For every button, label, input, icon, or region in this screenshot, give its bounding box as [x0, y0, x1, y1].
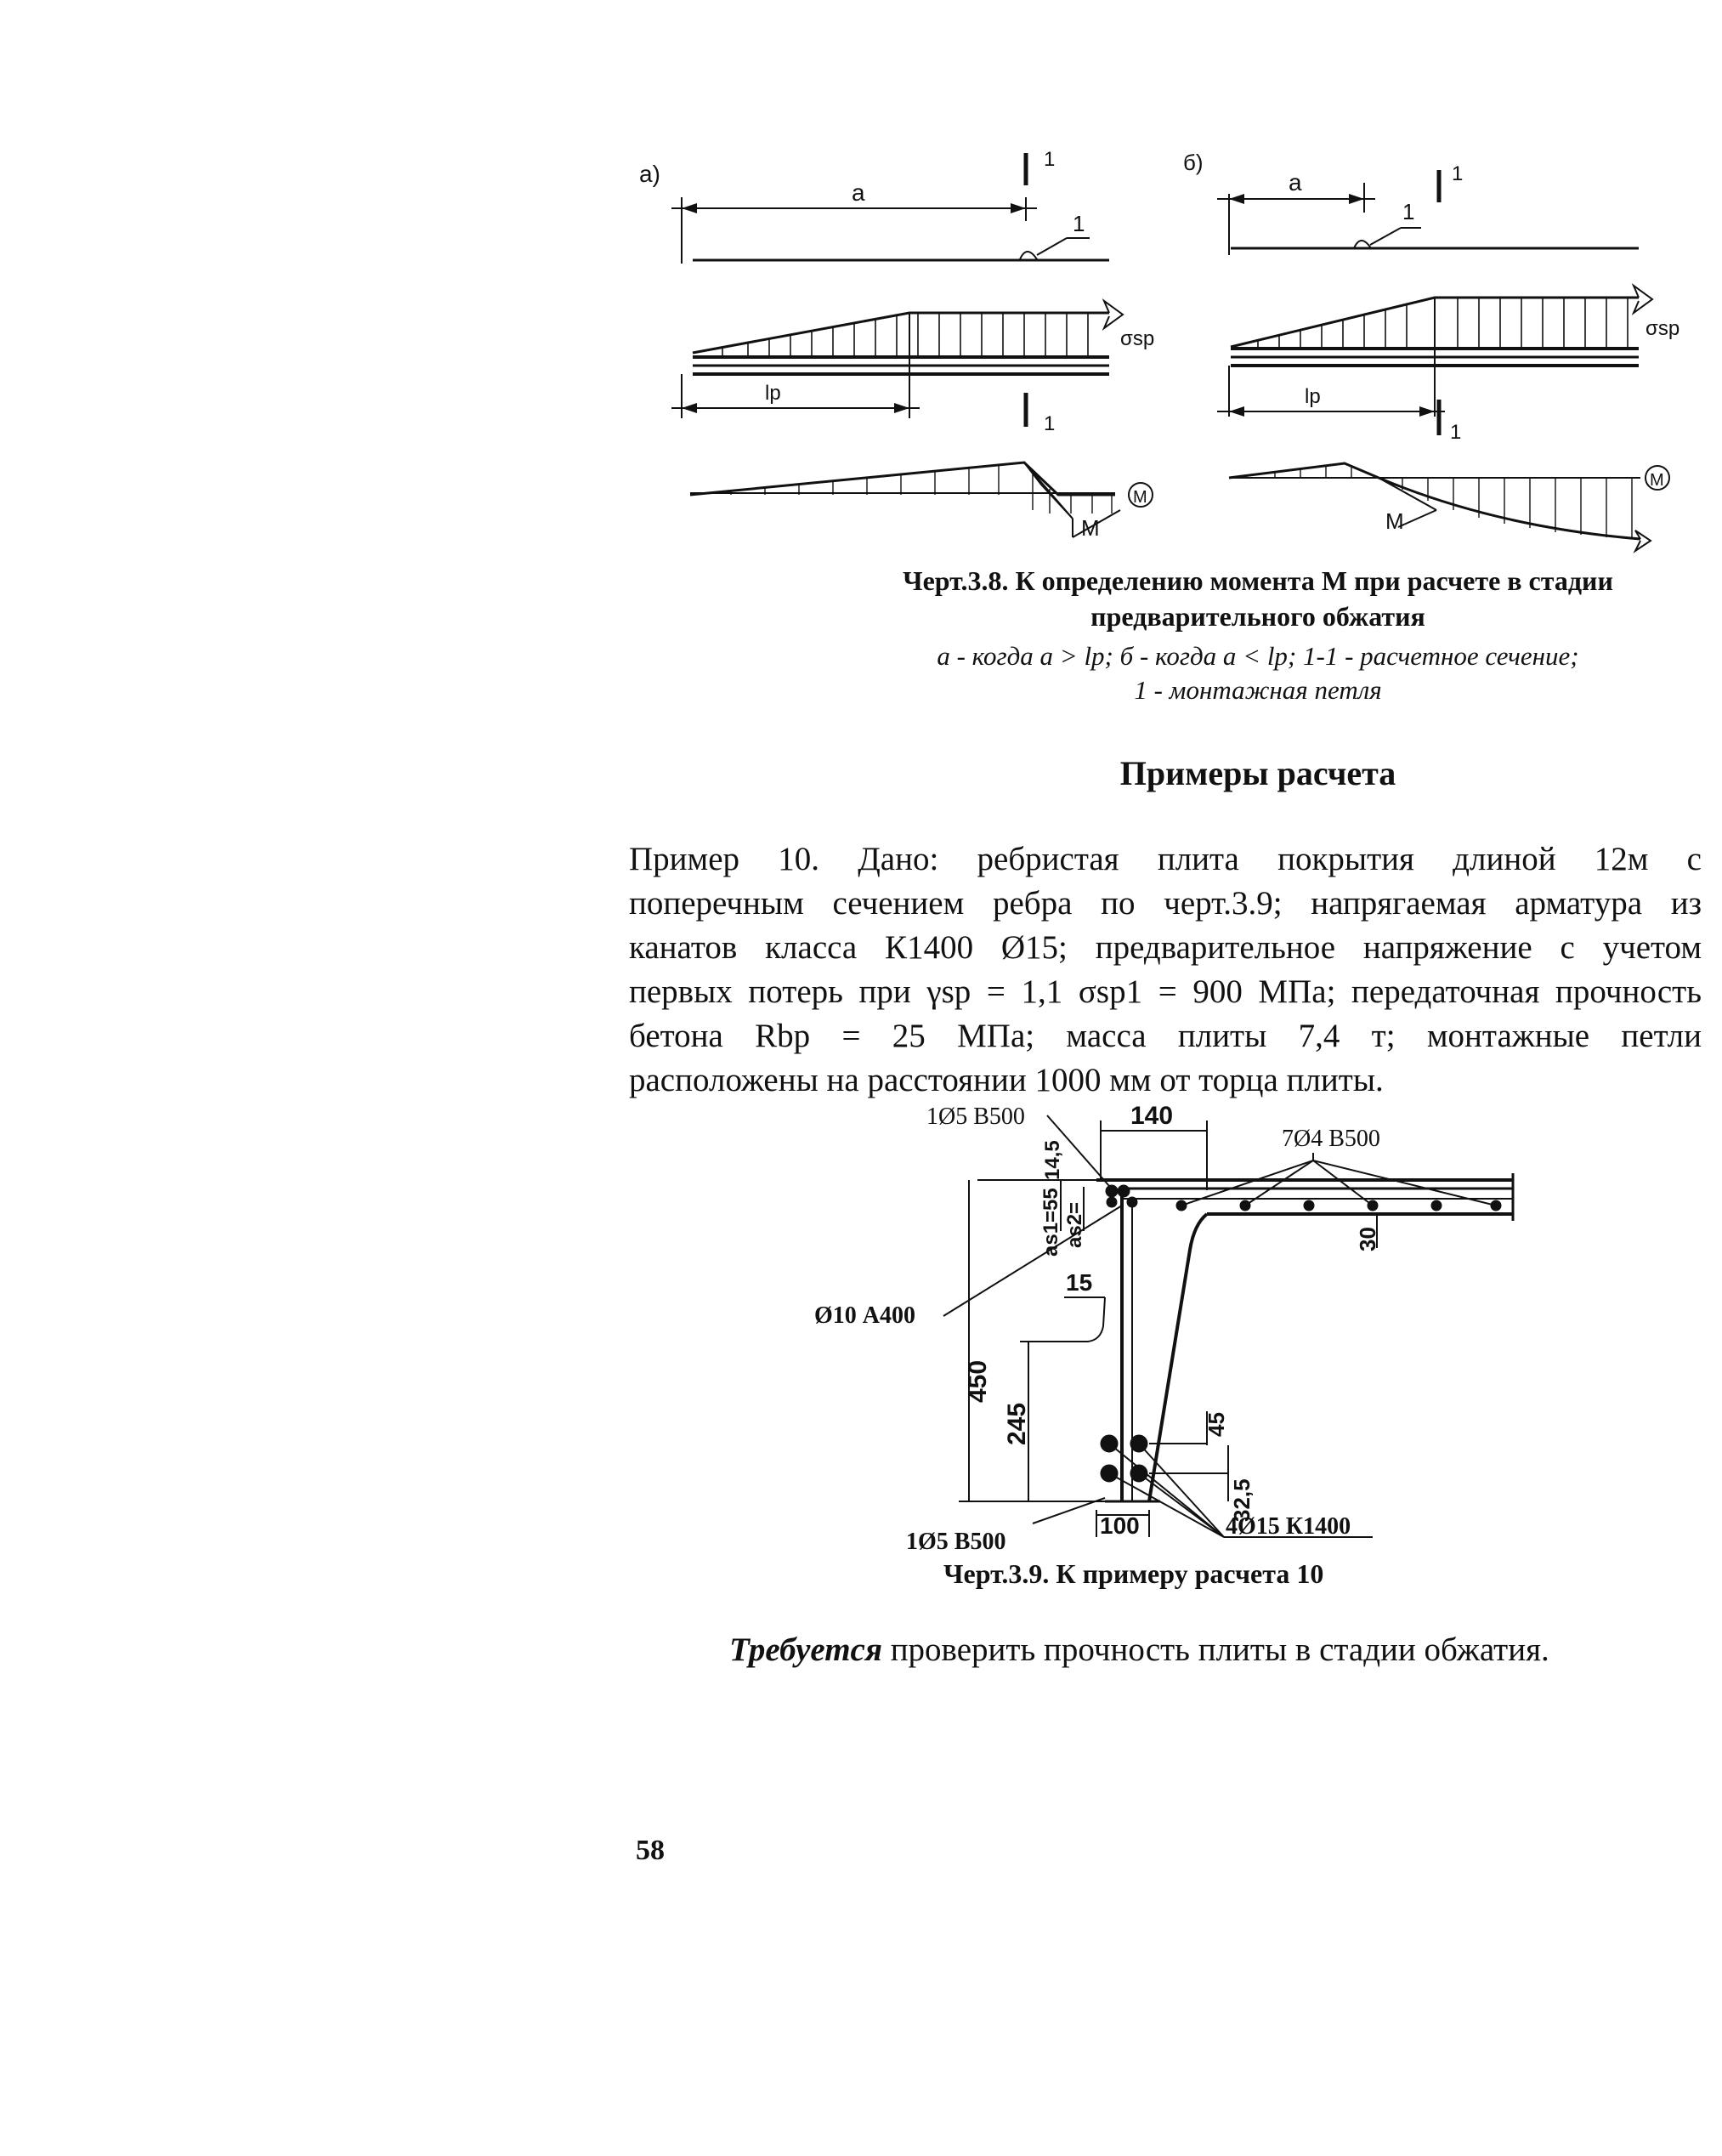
panel-b-label: б)	[1183, 150, 1204, 175]
fig38-caption-sub1: а - когда а > lp; б - когда а < lp; 1-1 - расчетное сечение;	[937, 641, 1579, 671]
section-mark-top-a: 1	[1044, 148, 1056, 171]
dim-14-5: 14,5	[1041, 1140, 1064, 1180]
dim-lp-label-b: lp	[1305, 385, 1321, 408]
moment-label-b: M	[1385, 508, 1404, 534]
dim-140: 140	[1130, 1102, 1174, 1130]
dim-450: 450	[964, 1359, 992, 1403]
label-4-15-k1400: 4Ø15 К1400	[1226, 1513, 1351, 1540]
requirement-line	[729, 1631, 1549, 1669]
fig38-caption-line1: Черт.3.8. К определению момента М при расчете в стадии	[903, 565, 1613, 596]
dim-a-label-b: a	[1289, 169, 1302, 196]
loop-label-a: 1	[1073, 211, 1085, 236]
fig38-caption-sub2: 1 - монтажная петля	[1134, 675, 1382, 705]
label-7-4-b500: 7Ø4 В500	[1282, 1126, 1380, 1152]
sigma-sp-label-a: σsp	[1120, 327, 1155, 350]
paragraph-line-6: расположены на расстоянии 1000 мм от торца плиты.	[629, 1062, 1384, 1098]
dim-45: 45	[1204, 1412, 1229, 1437]
panel-a-label: а)	[639, 161, 660, 187]
label-1-5-b500-top: 1Ø5 В500	[926, 1104, 1025, 1130]
dim-32-5: 32,5	[1229, 1478, 1255, 1522]
dim-15: 15	[1066, 1269, 1093, 1296]
loop-label-b: 1	[1402, 199, 1415, 224]
dim-245: 245	[1003, 1402, 1031, 1445]
moment-label-a: M	[1081, 515, 1100, 541]
fig38-caption-line2: предварительного обжатия	[1090, 601, 1425, 632]
dim-lp-label-a: lp	[765, 382, 781, 405]
fig39-caption: Черт.3.9. К примеру расчета 10	[943, 1558, 1324, 1589]
paragraph-line-4: первых потерь при γsp = 1,1 σsp1 = 900 МПа; передаточная прочность	[629, 973, 1702, 1010]
label-10-a400: Ø10 А400	[814, 1302, 915, 1329]
paragraph-line-1: Пример 10. Дано: ребристая плита покрытия длиной 12м с	[629, 841, 1702, 877]
section-mark-bottom-b: 1	[1450, 421, 1462, 444]
moment-circle-a: M	[1133, 488, 1147, 507]
label-1-5-b500-bottom: 1Ø5 В500	[906, 1529, 1006, 1555]
section-mark-bottom-a: 1	[1044, 412, 1056, 435]
dim-30: 30	[1355, 1227, 1380, 1251]
requirement-word: Требуется	[729, 1631, 882, 1668]
moment-circle-b: M	[1650, 471, 1664, 490]
dim-100: 100	[1100, 1512, 1140, 1539]
paragraph-line-5: бетона Rbp = 25 МПа; масса плиты 7,4 т; монтажные петли	[629, 1018, 1702, 1054]
dim-as1: as1=55	[1039, 1188, 1062, 1257]
sigma-sp-label-b: σsp	[1646, 317, 1680, 340]
page-number: 58	[636, 1835, 665, 1866]
section-mark-top-b: 1	[1452, 162, 1464, 185]
dim-as2: as2=	[1063, 1201, 1086, 1248]
requirement-text: проверить прочность плиты в стадии обжатия.	[881, 1631, 1549, 1668]
dim-a-label: a	[852, 179, 865, 206]
paragraph-line-3: канатов класса К1400 Ø15; предварительное напряжение с учетом	[629, 929, 1702, 966]
section-heading: Примеры расчета	[1119, 754, 1396, 792]
paragraph-line-2: поперечным сечением ребра по черт.3.9; напрягаемая арматура из	[629, 885, 1702, 922]
